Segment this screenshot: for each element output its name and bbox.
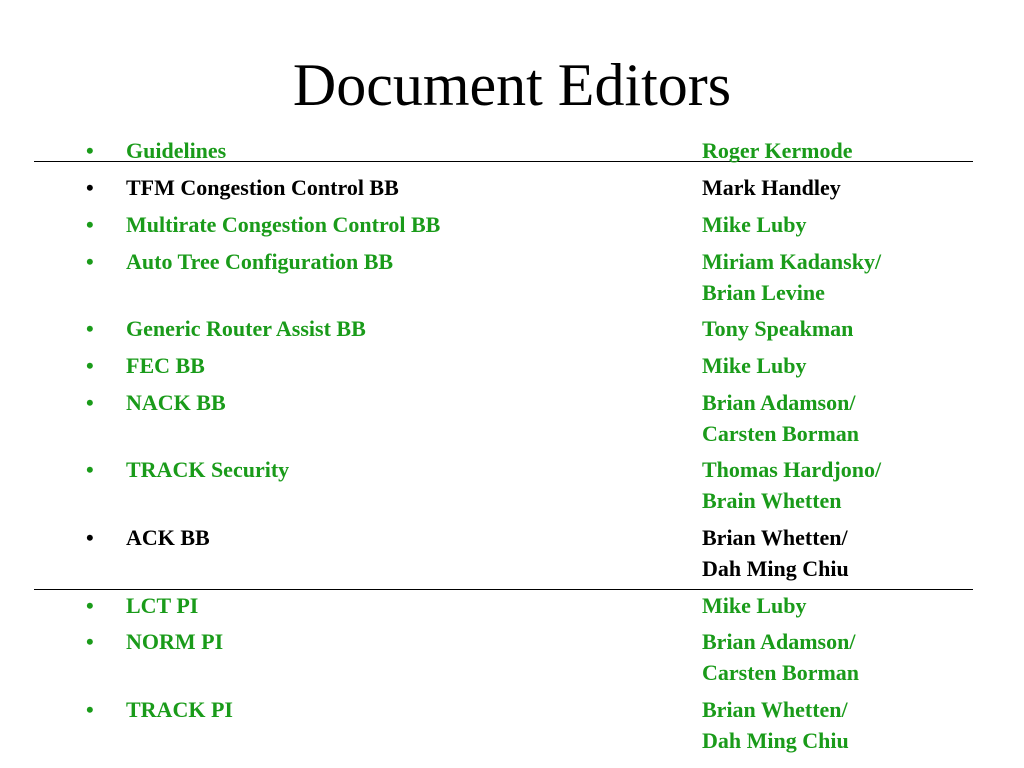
editor-name: Thomas Hardjono/ [702, 457, 882, 482]
editor-name: Brain Whetten [702, 488, 842, 513]
editor-name: Brian Adamson/ [702, 390, 856, 415]
topic-label: Auto Tree Configuration BB [126, 249, 394, 274]
editor-name: Brian Whetten/ [702, 697, 848, 722]
topic-label: FEC BB [126, 353, 205, 378]
bullet-icon: • [86, 525, 94, 550]
editor-name: Miriam Kadansky/ [702, 249, 882, 274]
editor-name: Brian Whetten/ [702, 525, 848, 550]
editor-name: Brian Levine [702, 280, 825, 305]
editor-names [702, 454, 881, 516]
topic-label: TRACK Security [126, 457, 290, 482]
topic-label: TRACK PI [126, 697, 233, 722]
editor-names [702, 209, 807, 240]
editor-name: Tony Speakman [702, 316, 854, 341]
editor-names [702, 313, 853, 344]
editor-names [702, 350, 807, 381]
editor-name: Mark Handley [702, 175, 841, 200]
editor-name: Dah Ming Chiu [702, 728, 849, 753]
topic-label: TFM Congestion Control BB [126, 175, 399, 200]
topic-label: NACK BB [126, 390, 226, 415]
editor-names [702, 246, 881, 308]
bullet-icon: • [86, 175, 94, 200]
bullet-icon: • [86, 316, 94, 341]
editor-names [702, 387, 859, 449]
editor-names [702, 522, 849, 584]
bullet-icon: • [86, 629, 94, 654]
editor-names [702, 590, 807, 621]
topic-label: LCT PI [126, 593, 199, 618]
topic-label: ACK BB [126, 525, 210, 550]
editor-names [702, 694, 849, 756]
editor-name: Brian Adamson/ [702, 629, 856, 654]
bullet-icon: • [86, 697, 94, 722]
editor-names [702, 172, 841, 203]
bullet-icon: • [86, 249, 94, 274]
editor-names [702, 626, 859, 688]
bullet-icon: • [86, 593, 94, 618]
editor-name: Mike Luby [702, 593, 807, 618]
bullet-icon: • [86, 212, 94, 237]
editor-names [702, 135, 853, 166]
bullet-icon: • [86, 390, 94, 415]
bullet-icon: • [86, 138, 94, 163]
topic-label: NORM PI [126, 629, 224, 654]
editor-name: Roger Kermode [702, 138, 853, 163]
editor-name: Mike Luby [702, 212, 807, 237]
editor-name: Carsten Borman [702, 421, 860, 446]
topic-label: Guidelines [126, 138, 227, 163]
editor-name: Dah Ming Chiu [702, 556, 849, 581]
topic-label: Generic Router Assist BB [126, 316, 366, 341]
bullet-icon: • [86, 353, 94, 378]
editor-name: Mike Luby [702, 353, 807, 378]
topic-label: Multirate Congestion Control BB [126, 212, 441, 237]
slide-title: Document Editors [292, 52, 732, 118]
editor-name: Carsten Borman [702, 660, 860, 685]
bullet-icon: • [86, 457, 94, 482]
